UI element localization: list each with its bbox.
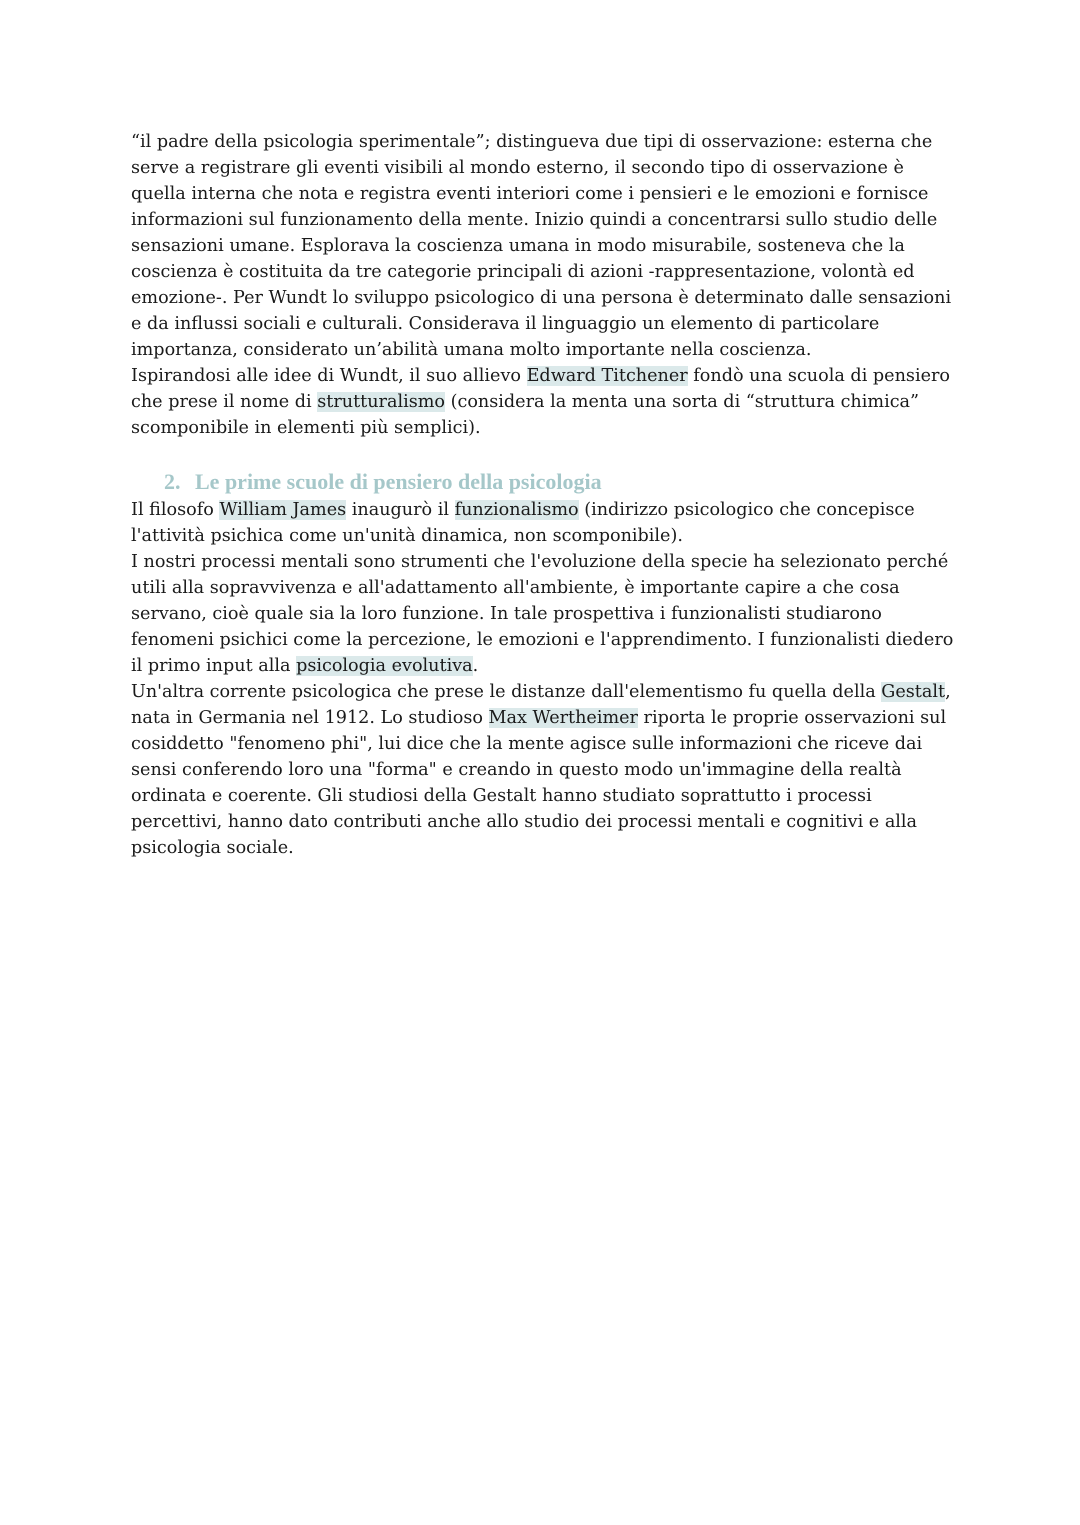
text-run: , nata in Germania nel 1912. Lo studioso bbox=[131, 682, 951, 728]
document-page bbox=[131, 129, 961, 861]
text-run: (indirizzo psicologico che concepisce l'attività psichica come un'unità dinamica, non scomponibile). bbox=[131, 500, 915, 546]
paragraph-gestalt bbox=[131, 679, 961, 861]
highlight-william-james: William James bbox=[219, 500, 347, 520]
highlight-max-wertheimer: Max Wertheimer bbox=[488, 708, 638, 728]
heading-number: 2. bbox=[164, 469, 181, 494]
highlight-edward-titchener: Edward Titchener bbox=[526, 366, 688, 386]
text-run: I nostri processi mentali sono strumenti che l'evoluzione della specie ha selezionato perché utili alla sopravvivenza e all'adattamento all'ambiente, è importante capire a che cosa servano, cioè quale sia la loro funzione. In tale prospettiva i funzionalisti studiarono fenomeni psichici come la percezione, le emozioni e l'apprendimento. I funzionalisti diedero il primo input alla bbox=[131, 552, 954, 676]
highlight-gestalt: Gestalt bbox=[881, 682, 946, 702]
paragraph-james-funzionalismo bbox=[131, 497, 961, 549]
text-run: (considera la menta una sorta di “struttura chimica” scomponibile in elementi più semplici). bbox=[131, 392, 920, 438]
highlight-strutturalismo: strutturalismo bbox=[317, 392, 446, 412]
paragraph-titchener bbox=[131, 363, 961, 441]
text-run: . bbox=[472, 656, 479, 676]
highlight-funzionalismo: funzionalismo bbox=[454, 500, 579, 520]
section-heading bbox=[131, 467, 961, 497]
text-run: fondò una scuola di pensiero che prese il nome di bbox=[131, 366, 950, 412]
text-run: Il filosofo bbox=[131, 500, 220, 520]
text-run: Ispirandosi alle idee di Wundt, il suo allievo bbox=[131, 366, 527, 386]
text-run: riporta le proprie osservazioni sul cosiddetto "fenomeno phi", lui dice che la mente agisce sulle informazioni che riceve dai sensi conferendo loro una "forma" e creando in questo modo un'immagine della realtà ordinata e coerente. Gli studiosi della Gestalt hanno studiato soprattutto i processi percettivi, hanno dato contributi anche allo studio dei processi mentali e cognitivi e alla psicologia sociale. bbox=[131, 708, 947, 858]
text-run: Un'altra corrente psicologica che prese le distanze dall'elementismo fu quella della bbox=[131, 682, 882, 702]
paragraph-wundt-observation: “il padre della psicologia sperimentale”; distingueva due tipi di osservazione: esterna che serve a registrare gli eventi visibili al mondo esterno, il secondo tipo di osservazione è quella interna che nota e registra eventi interiori come i pensieri e le emozioni e fornisce informazioni sul funzionamento della mente. Inizio quindi a concentrarsi sullo studio delle sensazioni umane. Esplorava la coscienza umana in modo misurabile, sosteneva che la coscienza è costituita da tre categorie principali di azioni -rappresentazione, volontà ed emozione-. Per Wundt lo sviluppo psicologico di una persona è determinato dalle sensazioni e da influssi sociali e culturali. Considerava il linguaggio un elemento di particolare importanza, considerato un’abilità umana molto importante nella coscienza. bbox=[131, 132, 952, 360]
highlight-psicologia-evolutiva: psicologia evolutiva bbox=[296, 656, 473, 676]
paragraph-processi-mentali bbox=[131, 549, 961, 679]
text-run: inaugurò il bbox=[346, 500, 455, 520]
heading-title: Le prime scuole di pensiero della psicologia bbox=[195, 469, 602, 494]
